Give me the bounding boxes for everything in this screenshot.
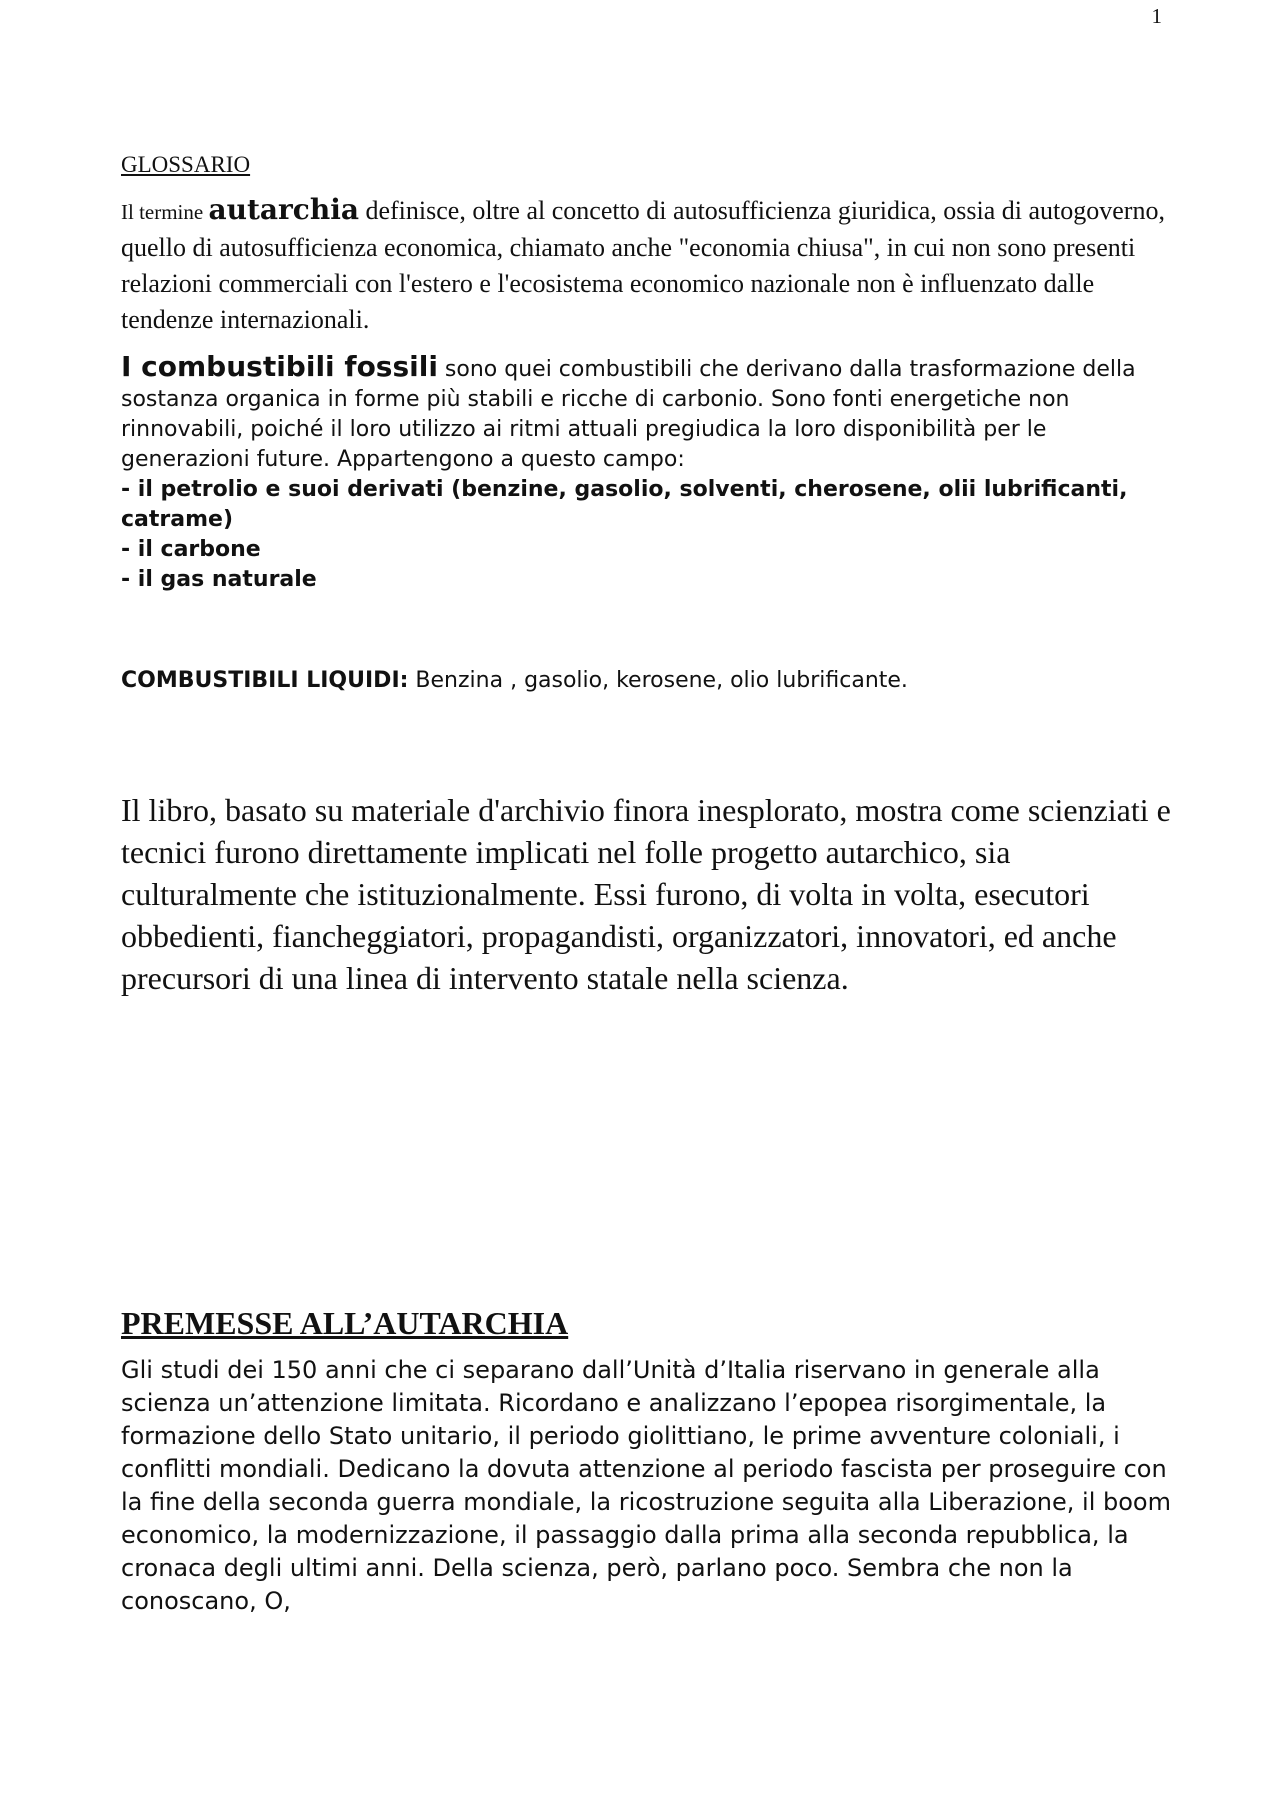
liquid-fuels-label: COMBUSTIBILI LIQUIDI: bbox=[121, 668, 409, 693]
premesse-heading: PREMESSE ALL’AUTARCHIA bbox=[121, 1305, 569, 1341]
autarchia-text: definisce, oltre al concetto di autosufficienza giuridica, ossia di autogoverno, quello di autosufficienza economica, chiamato anche "economia chiusa", in cui non sono presenti relazioni commerciali con l'estero e l'ecosistema economico nazionale non è influenzato dalle tendenze internazionali. bbox=[121, 196, 1165, 334]
liquid-fuels-entry bbox=[121, 668, 1171, 693]
fossil-fuels-definition bbox=[121, 352, 1171, 475]
fossil-fuels-term: I combustibili fossili bbox=[121, 350, 438, 383]
autarchia-term: autarchia bbox=[208, 193, 359, 226]
glossary-heading: GLOSSARIO bbox=[121, 152, 251, 177]
autarchia-definition bbox=[121, 192, 1171, 338]
fossil-fuels-text: sono quei combustibili che derivano dalla trasformazione della sostanza organica in forme più stabili e ricche di carbonio. Sono fonti energetiche non rinnovabili, poiché il loro utilizzo ai ritmi attuali pregiudica la loro disponibilità per le generazioni future. Appartengono a questo campo: bbox=[121, 357, 1136, 472]
fossil-fuels-list-item: - il petrolio e suoi derivati (benzine, gasolio, solventi, cherosene, olii lubrificanti, catrame) bbox=[121, 477, 1128, 532]
autarchia-lead: Il termine bbox=[121, 200, 209, 224]
premesse-paragraph: Gli studi dei 150 anni che ci separano dall’Unità d’Italia riservano in generale alla scienza un’attenzione limitata. Ricordano e analizzano l’epopea risorgimentale, la formazione dello Stato unitario, il periodo giolittiano, le prime avventure coloniali, i conflitti mondiali. Dedicano la dovuta attenzione al periodo fascista per proseguire con la fine della seconda guerra mondiale, la ricostruzione seguita alla Liberazione, il boom economico, la modernizzazione, il passaggio dalla prima alla seconda repubblica, la cronaca degli ultimi anni. Della scienza, però, parlano poco. Sembra che non la conoscano, O, bbox=[121, 1356, 1171, 1615]
document-body bbox=[121, 152, 1171, 1618]
page-number: 1 bbox=[1151, 4, 1162, 28]
liquid-fuels-text: Benzina , gasolio, kerosene, olio lubrificante. bbox=[408, 668, 908, 693]
fossil-fuels-list-item: - il carbone bbox=[121, 537, 261, 562]
fossil-fuels-list-item: - il gas naturale bbox=[121, 567, 317, 592]
book-description-paragraph: Il libro, basato su materiale d'archivio finora inesplorato, mostra come scienziati e tecnici furono direttamente implicati nel folle progetto autarchico, sia culturalmente che istituzionalmente. Essi furono, di volta in volta, esecutori obbedienti, fiancheggiatori, propagandisti, organizzatori, innovatori, ed anche precursori di una linea di intervento statale nella scienza. bbox=[121, 792, 1171, 996]
